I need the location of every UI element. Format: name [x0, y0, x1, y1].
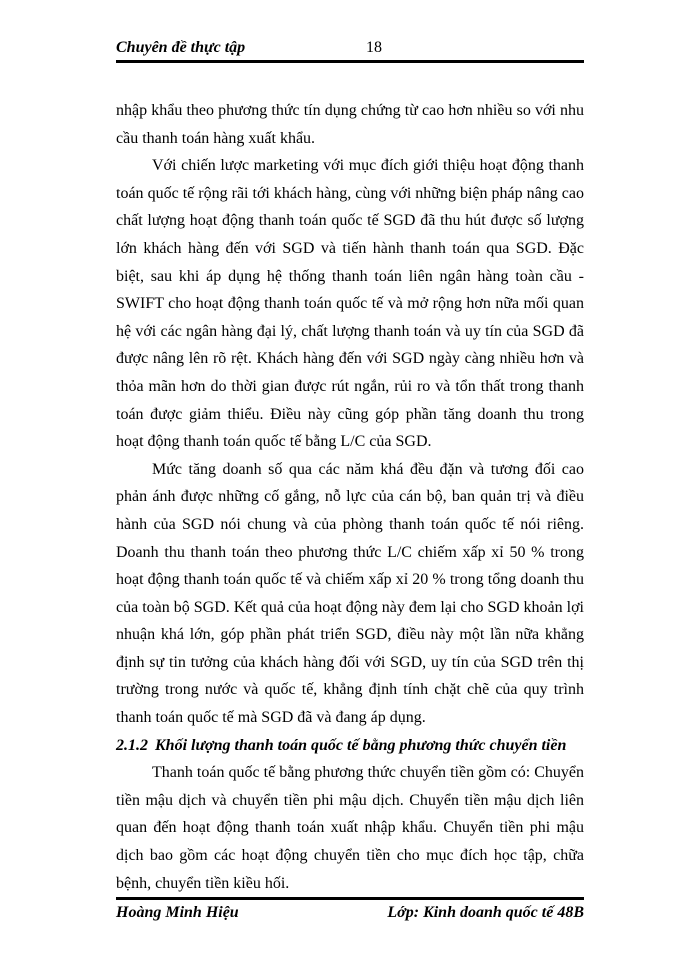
page-number: 18: [366, 39, 382, 56]
paragraph-marketing: Với chiến lược marketing với mục đích giới thiệu hoạt động thanh toán quốc tế rộng rãi tới khách hàng, cùng với những biện pháp nâng cao chất lượng hoạt động thanh toán quốc tế SGD đã thu hút được số lượng lớn khách hàng đến với SGD và tiến hành thanh toán qua SGD. Đặc biệt, sau khi áp dụng hệ thống thanh toán liên ngân hàng toàn cầu - SWIFT cho hoạt động thanh toán quốc tế và mở rộng hơn nữa mối quan hệ với các ngân hàng đại lý, chất lượng thanh toán và uy tín của SGD đã được nâng lên rõ rệt. Khách hàng đến với SGD ngày càng nhiều hơn và thỏa mãn hơn do thời gian được rút ngắn, rủi ro và tổn thất trong thanh toán được giảm thiểu. Điều này cũng góp phần tăng doanh thu trong hoạt động thanh toán quốc tế bằng L/C của SGD.: [116, 157, 584, 451]
page-header: [116, 38, 584, 62]
footer-author: Hoàng Minh Hiệu: [116, 904, 239, 921]
page-footer: [116, 903, 584, 925]
footer-class: Lớp: Kinh doanh quốc tế 48B: [387, 904, 584, 921]
document-body: [116, 97, 584, 897]
footer-rule: [116, 897, 584, 900]
paragraph-remittance: Thanh toán quốc tế bằng phương thức chuyển tiền gồm có: Chuyển tiền mậu dịch và chuyển tiền phi mậu dịch. Chuyển tiền mậu dịch liên quan đến hoạt động thanh toán xuất nhập khẩu. Chuyển tiền phi mậu dịch bao gồm các hoạt động chuyển tiền cho mục đích học tập, chữa bệnh, chuyển tiền kiều hối.: [116, 764, 584, 892]
section-heading: [116, 732, 584, 760]
section-title: Khối lượng thanh toán quốc tế bằng phương thức chuyển tiền: [155, 736, 567, 754]
paragraph-revenue: Mức tăng doanh số qua các năm khá đều đặn và tương đối cao phản ánh được những cố gắng, nỗ lực của cán bộ, ban quản trị và điều hành của SGD nói chung và của phòng thanh toán quốc tế nói riêng. Doanh thu thanh toán theo phương thức L/C chiếm xấp xỉ 50 % trong hoạt động thanh toán quốc tế và chiếm xấp xỉ 20 % trong tổng doanh thu của toàn bộ SGD. Kết quả của hoạt động này đem lại cho SGD khoản lợi nhuận khá lớn, góp phần phát triển SGD, điều này một lần nữa khẳng định sự tin tưởng của khách hàng đối với SGD, uy tín của SGD trên thị trường trong nước và quốc tế, khẳng định tính chặt chẽ của quy trình thanh toán quốc tế mà SGD đã và đang áp dụng.: [116, 460, 584, 727]
header-title: Chuyên đề thực tập: [116, 39, 246, 56]
section-number: 2.1.2: [116, 736, 148, 754]
header-rule: [116, 60, 584, 63]
paragraph-continued: nhập khẩu theo phương thức tín dụng chứng từ cao hơn nhiều so với nhu cầu thanh toán hàng xuất khẩu.: [116, 102, 584, 147]
